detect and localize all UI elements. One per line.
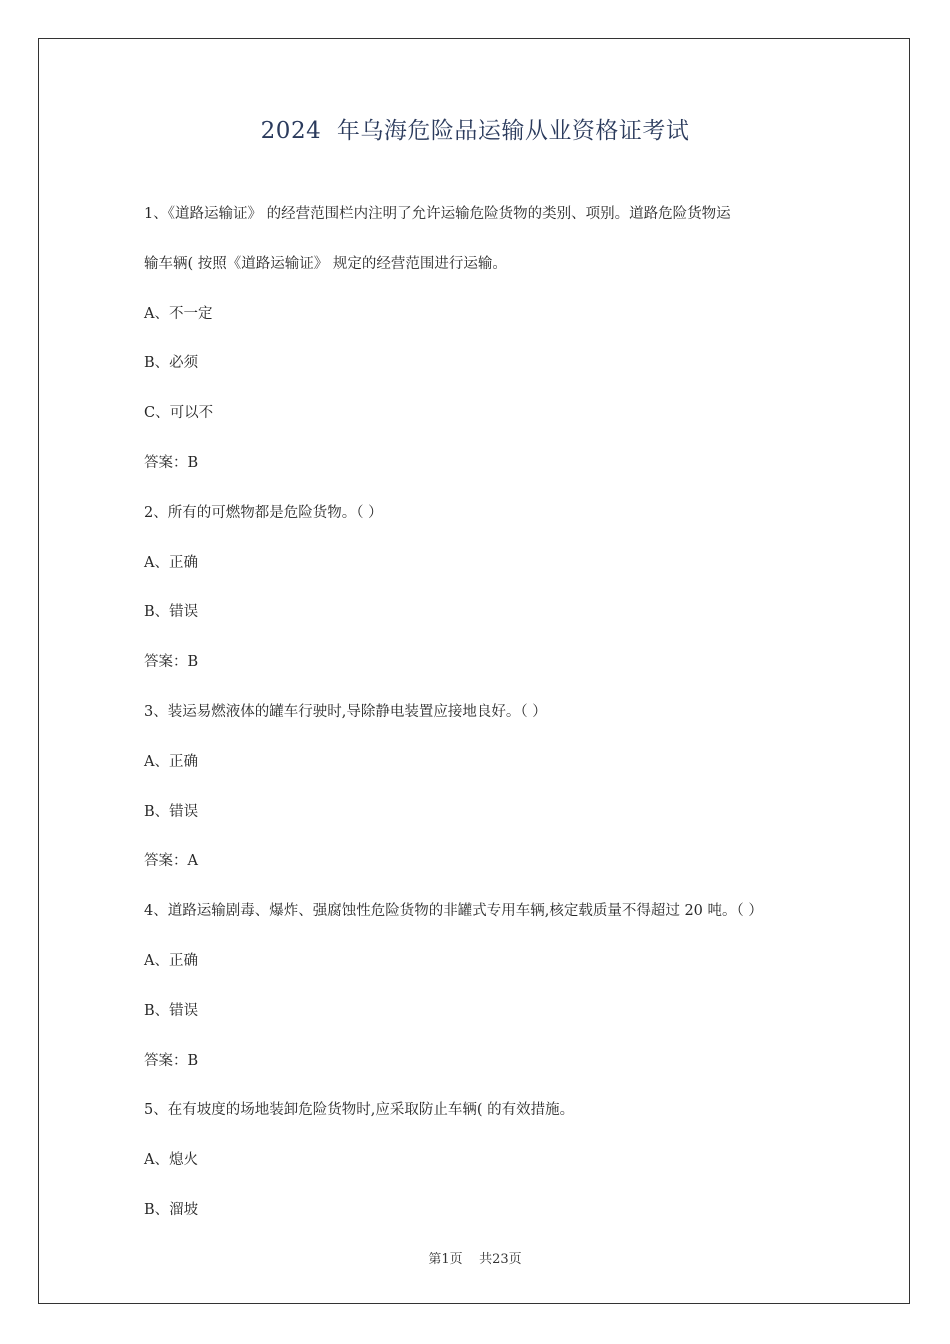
question-3-answer: 答案：A (144, 853, 198, 870)
question-5-option-b: B、溜坡 (144, 1201, 199, 1218)
question-list (144, 200, 824, 1246)
question-2-text: 2、所有的可燃物都是危险货物。（ ） (144, 504, 383, 521)
question-3-text: 3、装运易燃液体的罐车行驶时,导除静电装置应接地良好。（ ） (144, 703, 547, 720)
question-5-text: 5、在有坡度的场地装卸危险货物时,应采取防止车辆( 的有效措施。 (144, 1102, 575, 1119)
page-title: 2024 年乌海危险品运输从业资格证考试 (260, 118, 690, 144)
question-5-option-a: A、熄火 (144, 1152, 198, 1169)
question-4-option-b: B、错误 (144, 1002, 199, 1019)
question-1-option-b: B、必须 (144, 355, 199, 372)
question-4-text: 4、道路运输剧毒、爆炸、强腐蚀性危险货物的非罐式专用车辆,核定载质量不得超过 20 吨。（ ） (144, 903, 763, 920)
question-1-answer: 答案：B (144, 454, 199, 471)
question-4-answer: 答案：B (144, 1052, 199, 1069)
question-2-option-a: A、正确 (144, 554, 198, 571)
question-4-option-a: A、正确 (144, 952, 198, 969)
question-1-text-line-2: 输车辆( 按照《道路运输证》 规定的经营范围进行运输。 (144, 255, 507, 272)
question-2-option-b: B、错误 (144, 604, 199, 621)
page-footer: 第1页 共23页 (428, 1252, 522, 1267)
question-3-option-b: B、错误 (144, 803, 199, 820)
question-2-answer: 答案：B (144, 654, 199, 671)
question-1-text-line-1: 1、《道路运输证》 的经营范围栏内注明了允许运输危险货物的类别、项别。道路危险货物运 (144, 206, 731, 222)
question-1-option-a: A、不一定 (144, 305, 213, 322)
question-1-option-c: C、可以不 (144, 405, 214, 422)
question-3-option-a: A、正确 (144, 753, 198, 770)
